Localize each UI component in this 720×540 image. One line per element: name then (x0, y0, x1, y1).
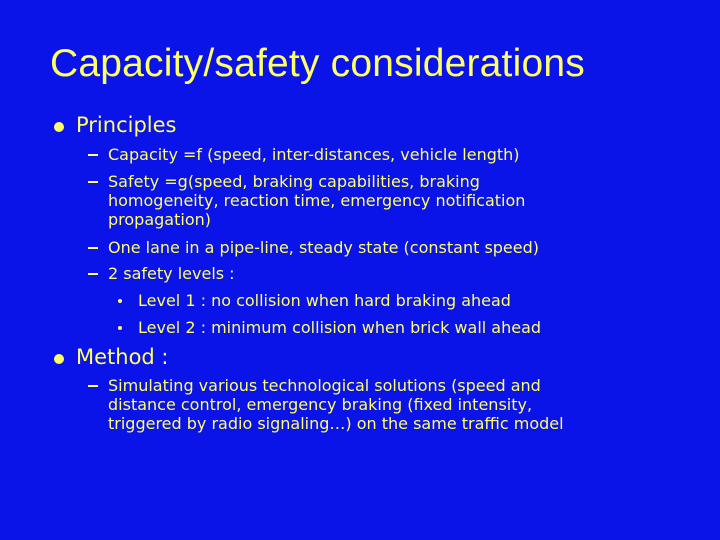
principle-text-line-3: propagation) (108, 210, 211, 229)
principle-text-line-2: homogeneity, reaction time, emergency notification (108, 191, 526, 210)
principles-heading: Principles (76, 113, 177, 137)
bullet-dot-icon (54, 354, 64, 364)
method-text-line-2: distance control, emergency braking (fixed intensity, (108, 395, 533, 414)
dash-icon (88, 181, 98, 183)
safety-level-text: Level 1 : no collision when hard braking ahead (138, 291, 511, 310)
slide-title: Capacity/safety considerations (50, 42, 585, 85)
dash-icon (88, 247, 98, 249)
dash-icon (88, 154, 98, 156)
principle-text: One lane in a pipe-line, steady state (constant speed) (108, 238, 540, 257)
bullet-dot-icon (54, 122, 64, 132)
principle-text: Capacity =f (speed, inter-distances, vehicle length) (108, 145, 520, 164)
principle-text-line-1: Safety =g(speed, braking capabilities, braking (108, 172, 480, 191)
method-heading: Method : (76, 345, 169, 369)
method-text-line-1: Simulating various technological solutions (speed and (108, 376, 541, 395)
method-text-line-3: triggered by radio signaling…) on the same traffic model (108, 414, 564, 433)
safety-level-text: Level 2 : minimum collision when brick wall ahead (138, 318, 542, 337)
principle-text: 2 safety levels : (108, 264, 235, 283)
small-bullet-icon (118, 299, 122, 303)
dash-icon (88, 385, 98, 387)
dash-icon (88, 273, 98, 275)
small-bullet-icon (118, 326, 122, 330)
